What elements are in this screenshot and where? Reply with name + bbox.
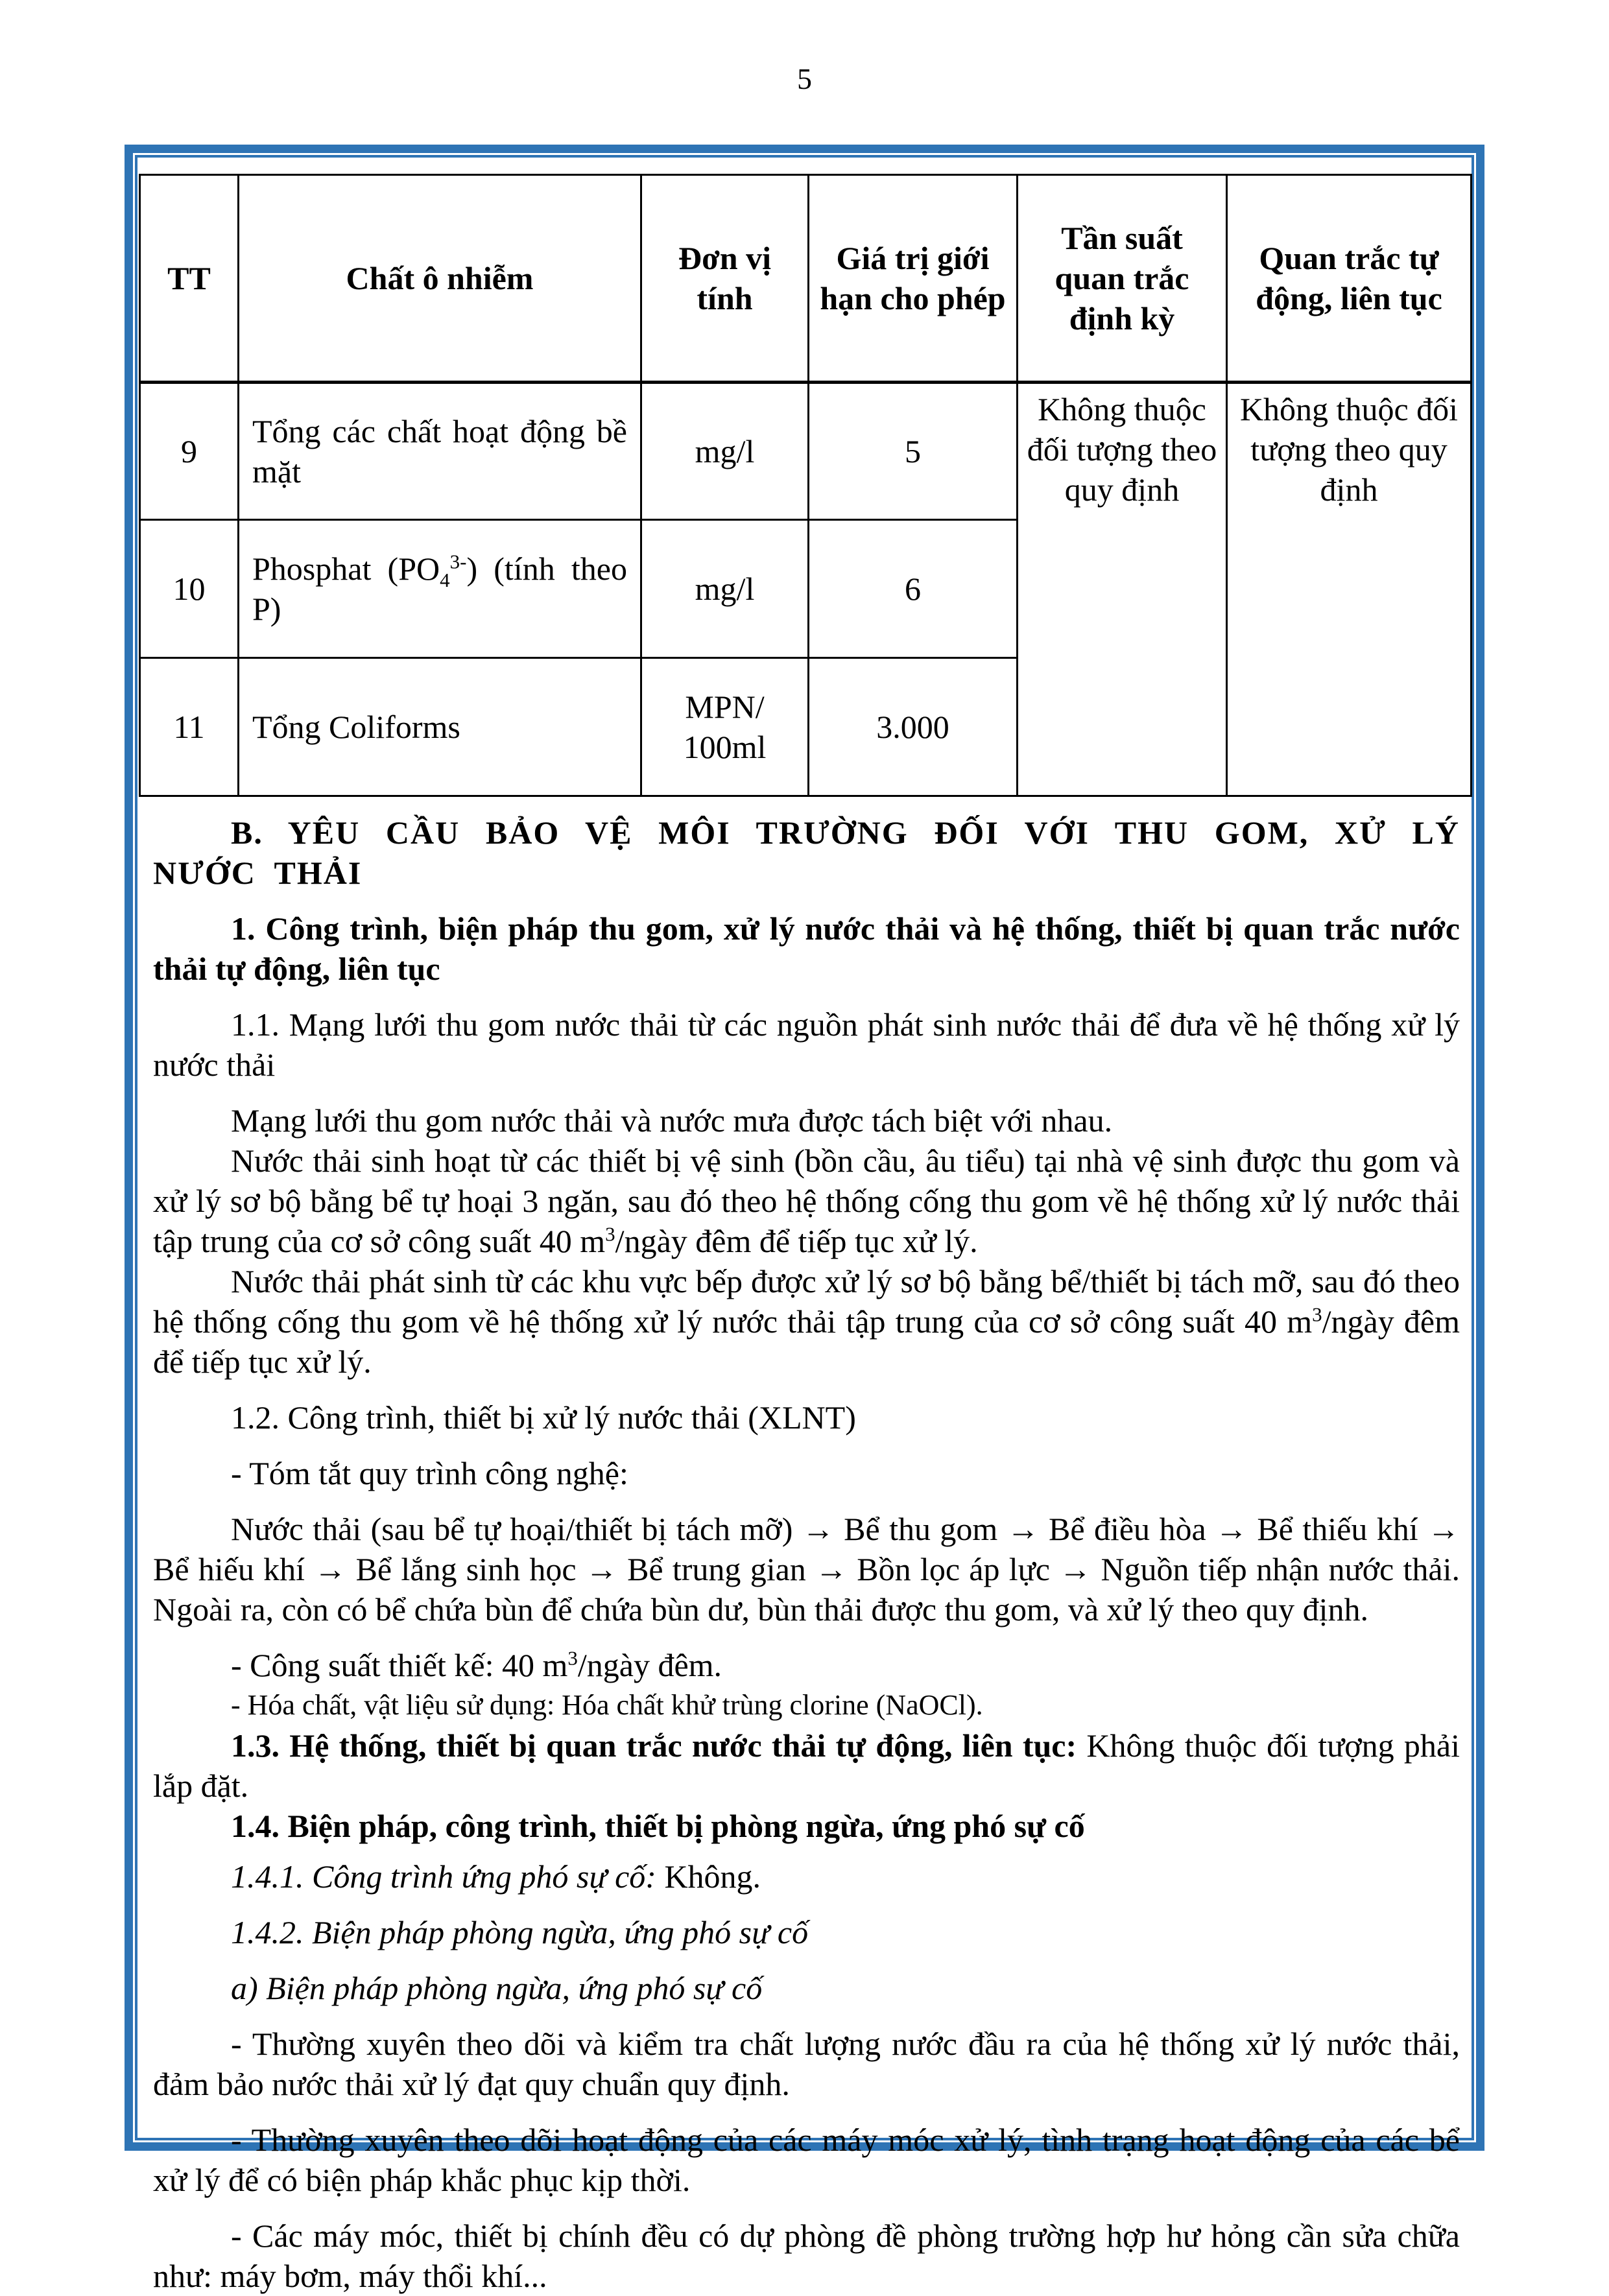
heading-1-3: 1.3. Hệ thống, thiết bị quan trắc nước thải tự động, liên tục: Không thuộc đối tượng phải lắp đặt.	[153, 1727, 1460, 1804]
bullet-item: - Thường xuyên theo dõi hoạt động của các máy móc xử lý, tình trạng hoạt động của các bể xử lý để có biện pháp khắc phục kịp thời.	[153, 2122, 1460, 2198]
process-flow: Nước thải (sau bể tự hoại/thiết bị tách mỡ) → Bể thu gom → Bể điều hòa → Bể thiếu khí → Bể hiếu khí → Bể lắng sinh học → Bể trung gian → Bồn lọc áp lực → Nguồn tiếp nhận nước thải. Ngoài ra, còn có bể chứa bùn để chứa bùn dư, bùn thải được thu gom, và xử lý theo quy định.	[153, 1511, 1460, 1627]
cell-tt: 10	[140, 520, 239, 658]
bullet-item: - Các máy móc, thiết bị chính đều có dự phòng đề phòng trường hợp hư hỏng cần sửa chữa như: máy bơm, máy thổi khí...	[153, 2218, 1460, 2294]
cell-unit: MPN/ 100ml	[641, 658, 809, 796]
header-continuous-monitoring: Quan trắc tự động, liên tục	[1227, 175, 1472, 383]
cell-periodic-monitoring: Không thuộc đối tượng theo quy định	[1018, 383, 1227, 796]
paragraph-domestic-wastewater: Nước thải sinh hoạt từ các thiết bị vệ sinh (bồn cầu, âu tiểu) tại nhà vệ sinh được thu gom và xử lý sơ bộ bằng bể tự hoại 3 ngăn, sau đó theo hệ thống cống thu gom về hệ thống xử lý nước thải tập trung của cơ sở công suất 40 $m^3$/ngày đêm để tiếp tục xử lý.	[153, 1142, 1460, 1259]
process-summary-label: - Tóm tắt quy trình công nghệ:	[231, 1455, 628, 1491]
table-header-row	[140, 175, 1472, 383]
section-b-body	[139, 812, 1470, 2296]
heading-1: 1. Công trình, biện pháp thu gom, xử lý nước thải và hệ thống, thiết bị quan trắc nước thải tự động, liên tục	[153, 910, 1460, 987]
cell-continuous-monitoring: Không thuộc đối tượng theo quy định	[1227, 383, 1472, 796]
section-b-heading: B. YÊU CẦU BẢO VỆ MÔI TRƯỜNG ĐỐI VỚI THU GOM, XỬ LÝ NƯỚC THẢI	[153, 814, 1460, 891]
paragraph-kitchen-wastewater: Nước thải phát sinh từ các khu vực bếp được xử lý sơ bộ bằng bể/thiết bị tách mỡ, sau đó theo hệ thống cống thu gom về hệ thống xử lý nước thải tập trung của cơ sở công suất 40 $m^3$/ngày đêm để tiếp tục xử lý.	[153, 1263, 1460, 1380]
bullet-item: - Thường xuyên theo dõi và kiểm tra chất lượng nước đầu ra của hệ thống xử lý nước thải, đảm bảo nước thải xử lý đạt quy chuẩn quy định.	[153, 2026, 1460, 2102]
cell-unit: mg/l	[641, 520, 809, 658]
cell-pollutant: Tổng Coliforms	[239, 658, 641, 796]
cell-pollutant: Phosphat $(PO_4^{3-})$ (tính theo P)	[239, 520, 641, 658]
header-pollutant: Chất ô nhiễm	[239, 175, 641, 383]
page-content	[139, 174, 1470, 2296]
heading-1-4: 1.4. Biện pháp, công trình, thiết bị phòng ngừa, ứng phó sự cố	[231, 1808, 1085, 1844]
page-number: 5	[797, 62, 812, 95]
paragraph-separate-networks: Mạng lưới thu gom nước thải và nước mưa được tách biệt với nhau.	[231, 1102, 1113, 1139]
cell-limit: 5	[809, 383, 1018, 520]
table-row	[140, 383, 1472, 520]
heading-1-4-1: 1.4.1. Công trình ứng phó sự cố: Không.	[231, 1858, 761, 1895]
cell-pollutant: Tổng các chất hoạt động bề mặt	[239, 383, 641, 520]
heading-1-2: 1.2. Công trình, thiết bị xử lý nước thải (XLNT)	[231, 1399, 856, 1436]
header-periodic-frequency: Tần suất quan trắc định kỳ	[1018, 175, 1227, 383]
cell-limit: 3.000	[809, 658, 1018, 796]
header-tt: TT	[140, 175, 239, 383]
design-capacity: - Công suất thiết kế: 40 $m^3$/ngày đêm.	[231, 1646, 722, 1683]
pollutant-limits-table	[139, 174, 1472, 797]
header-unit: Đơn vị tính	[641, 175, 809, 383]
cell-limit: 6	[809, 520, 1018, 658]
header-limit: Giá trị giới hạn cho phép	[809, 175, 1018, 383]
chemicals-used: - Hóa chất, vật liệu sử dụng: Hóa chất khử trùng clorine (NaOCl).	[231, 1689, 983, 1721]
heading-a: a) Biện pháp phòng ngừa, ứng phó sự cố	[231, 1970, 763, 2006]
heading-1-1: 1.1. Mạng lưới thu gom nước thải từ các nguồn phát sinh nước thải để đưa về hệ thống xử lý nước thải	[153, 1006, 1460, 1083]
cell-tt: 11	[140, 658, 239, 796]
cell-unit: mg/l	[641, 383, 809, 520]
cell-tt: 9	[140, 383, 239, 520]
heading-1-4-2: 1.4.2. Biện pháp phòng ngừa, ứng phó sự cố	[231, 1914, 809, 1950]
